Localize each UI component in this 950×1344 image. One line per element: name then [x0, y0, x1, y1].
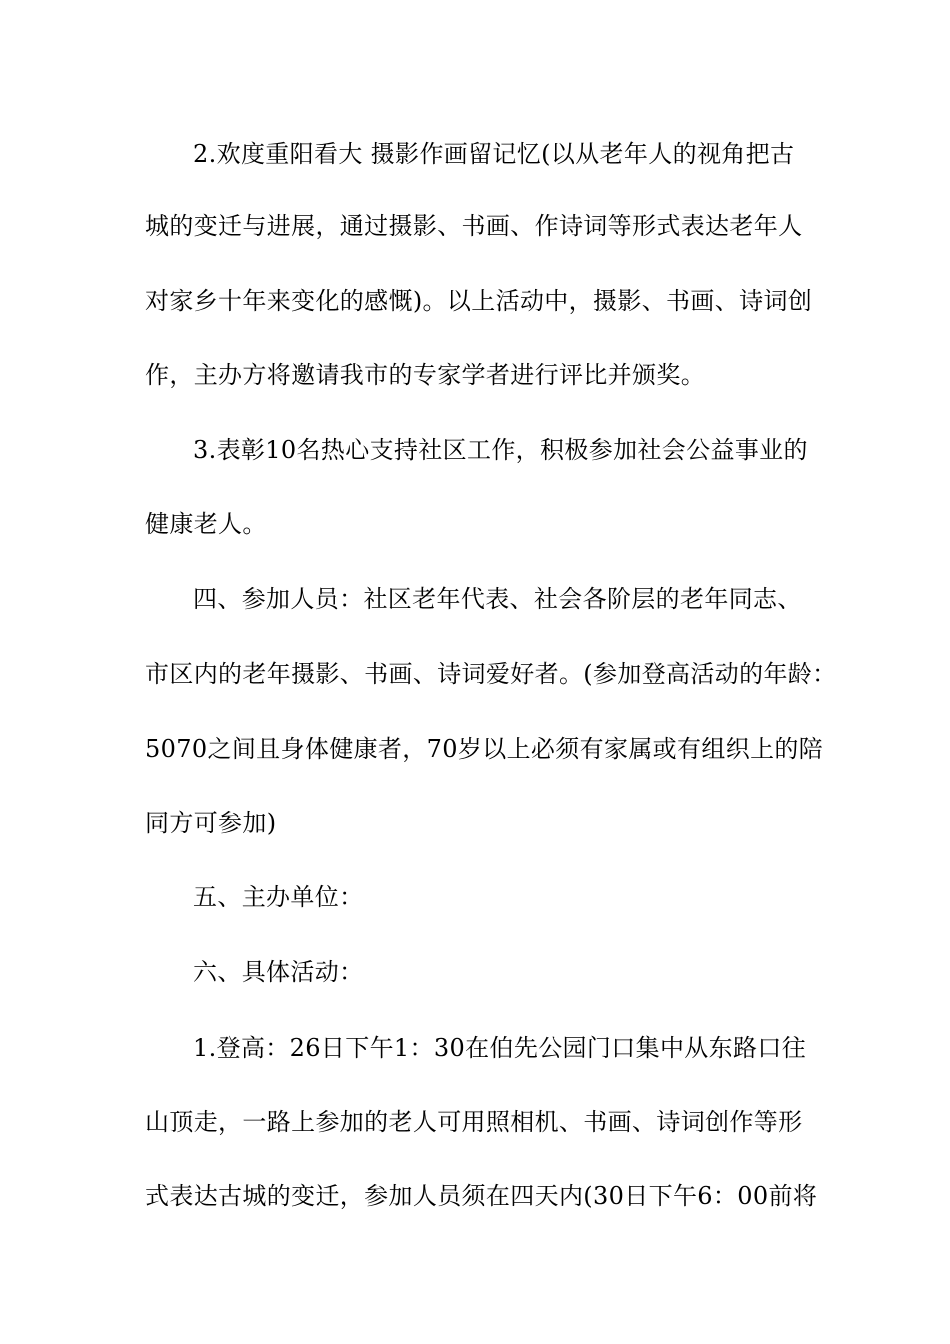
text-line: 四、参加人员：社区老年代表、社会各阶层的老年同志、 [193, 585, 802, 613]
text-line: 5070之间且身体健康者，70岁以上必须有家属或有组织上的陪 [145, 735, 824, 763]
text-line: 1.登高：26日下午1：30在伯先公园门口集中从东路口往 [193, 1034, 807, 1062]
text-line: 作，主办方将邀请我市的专家学者进行评比并颁奖。 [145, 361, 706, 389]
text-line: 六、具体活动： [193, 958, 364, 986]
text-line: 3.表彰10名热心支持社区工作，积极参加社会公益事业的 [193, 436, 808, 464]
text-line: 五、主办单位： [193, 883, 364, 911]
text-line: 健康老人。 [145, 510, 267, 538]
text-line: 城的变迁与进展，通过摄影、书画、作诗词等形式表达老年人 [145, 212, 803, 240]
text-line: 2.欢度重阳看大 摄影作画留记忆(以从老年人的视角把古 [193, 140, 795, 168]
text-line: 市区内的老年摄影、书画、诗词爱好者。(参加登高活动的年龄： [145, 660, 837, 688]
text-line: 同方可参加) [145, 809, 277, 837]
text-line: 对家乡十年来变化的感慨)。以上活动中，摄影、书画、诗词创 [145, 287, 813, 315]
text-line: 山顶走，一路上参加的老人可用照相机、书画、诗词创作等形 [145, 1108, 803, 1136]
text-line: 式表达古城的变迁，参加人员须在四天内(30日下午6：00前将 [145, 1182, 818, 1210]
